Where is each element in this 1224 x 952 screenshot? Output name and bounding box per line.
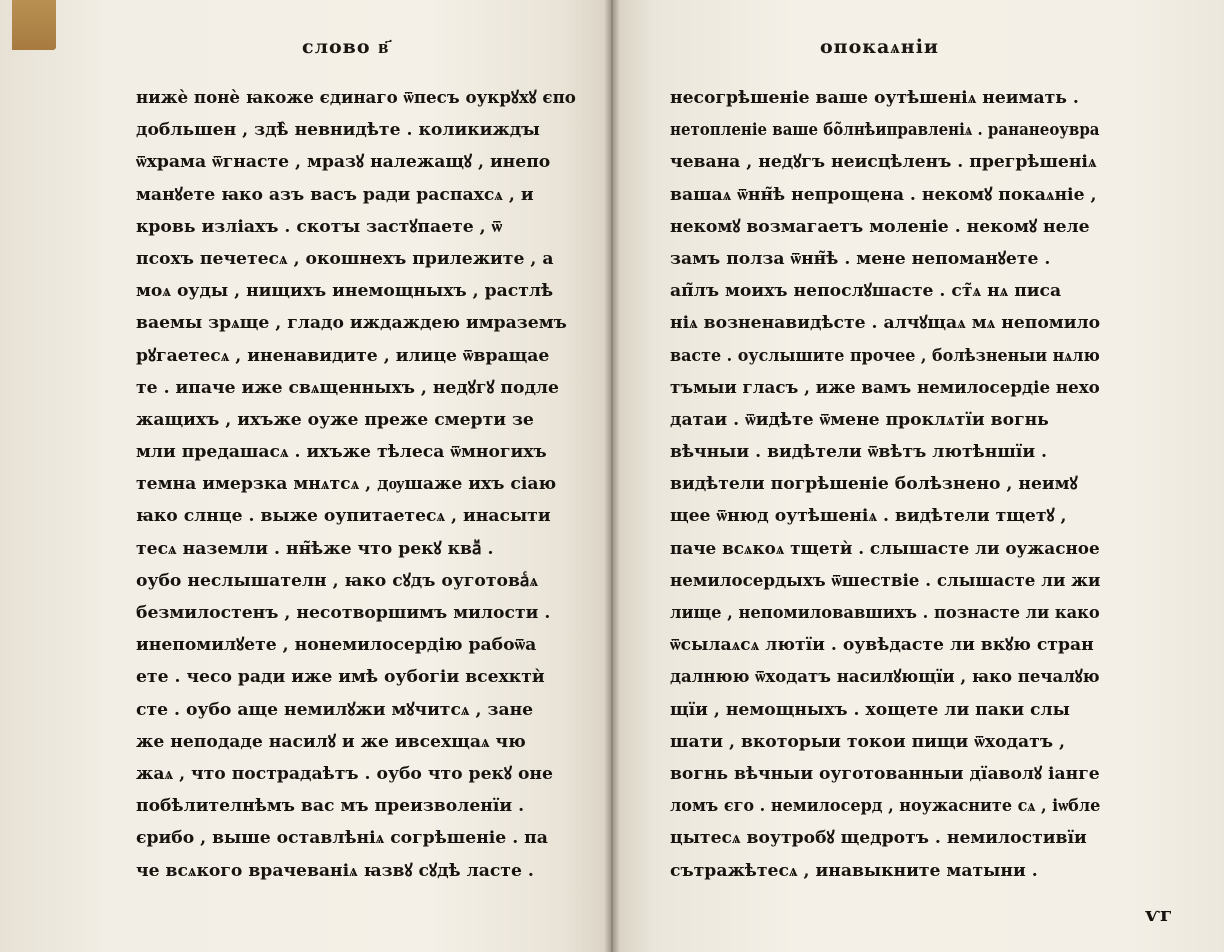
text-line: тесѧ наземли . нн̃ѣже что рекꙋ кваⷨ .: [136, 538, 494, 559]
text-line: ап̃лъ моихъ непослꙋшасте . ст̃ѧ нѧ писа: [670, 281, 1062, 302]
right-running-head: опокаѧніи: [820, 36, 940, 58]
text-line: немилосердыхъ ѿшествіе . слышасте ли жи: [670, 570, 1101, 591]
text-line: вѣчныи . видѣтели ѿвѣтъ лютѣншїи .: [670, 442, 1048, 463]
text-line: те . ипаче иже свѧщенныхъ , недꙋгꙋ подле: [136, 377, 559, 398]
left-running-head: слово в҃: [302, 36, 390, 58]
text-line: моѧ оуды , нищихъ инемощныхъ , растлѣ: [136, 281, 554, 302]
text-line: ломъ єго . немилосерд , ноужасните сѧ , іѡбле: [670, 796, 1101, 817]
text-line: побѣлителнѣмъ вас мъ преизволенїи .: [136, 796, 525, 817]
text-line: далнюю ѿходатъ насилꙋющїи , ꙗко печалꙋю: [670, 667, 1100, 688]
text-line: некомꙋ возмагаетъ моленіе . некомꙋ неле: [670, 216, 1090, 237]
text-line: вашаѧ ѿнн̃ѣ непрощена . некомꙋ покаѧніе ,: [670, 184, 1097, 205]
text-line: че всѧкого врачеваніѧ ꙗзвꙋ сꙋдѣ ласте .: [136, 860, 534, 881]
text-line: жаѧ , что пострадаѣтъ . оубо что рекꙋ оне: [136, 763, 553, 784]
text-line: ніѧ возненавидѣсте . алчꙋщаѧ мѧ непомило: [670, 313, 1101, 334]
text-line: безмилостенъ , несотворшимъ милости .: [136, 603, 551, 623]
text-line: манꙋете ꙗко азъ васъ ради распахсѧ , и: [136, 184, 534, 205]
text-line: сте . оубо аще немилꙋжи мꙋчитсѧ , зане: [136, 699, 534, 720]
text-line: темна имерзка мнѧтсѧ , дѹшаже ихъ сіаю: [136, 474, 557, 495]
text-line: тъмыи гласъ , иже вамъ немилосердіе нехо: [670, 377, 1100, 398]
text-line: вогнь вѣчныи оуготованныи дїаволꙋ іанге: [670, 763, 1100, 784]
text-line: щее ѿнюд оутѣшеніѧ . видѣтели тщетꙋ ,: [670, 506, 1067, 527]
text-line: ете . чесо ради иже имѣ оубогіи всехктѝ: [136, 667, 545, 688]
text-line: ваемы зрѧще , гладо иждаждею имраземъ: [136, 313, 567, 334]
text-line: инепомилꙋете , нонемилосердію рабоѿа: [136, 635, 537, 656]
text-line: паче всѧкоѧ тщетѝ . слышасте ли оужасное: [670, 538, 1100, 559]
text-line: добльшен , здѣ̀ невнидѣте . коликиждꙑ: [136, 120, 540, 141]
text-line: нетопленіе ваше бо̃лнѣиправленіѧ . рананеоувра: [670, 120, 1100, 141]
text-line: шати , вкоторыи токои пищи ѿходатъ ,: [670, 731, 1065, 752]
text-line: видѣтели погрѣшеніе болѣзнено , неимꙋ: [670, 474, 1078, 495]
text-line: ѿхрама ѿгнасте , мразꙋ належащꙋ , инепо: [136, 152, 551, 173]
text-line: нижѐ понѐ ꙗкоже єдинаго ѿпесъ оукрꙋхꙋ єпо: [136, 88, 576, 108]
text-line: датаи . ѿидѣте ѿмене проклѧтїи вогнь: [670, 409, 1049, 430]
text-line: замъ полза ѿнн̃ѣ . мене непоманꙋете .: [670, 248, 1051, 269]
text-line: ѿсылаѧсѧ лютїи . оувѣдасте ли вкꙋю стран: [670, 635, 1094, 656]
text-line: оубо неслышателн , ꙗко сꙋдъ оуготоваⷭѧ: [136, 570, 539, 591]
right-text-block: [670, 82, 1100, 887]
text-line: рꙋгаетесѧ , иненавидите , илице ѿвращае: [136, 345, 550, 366]
book-gutter: [604, 0, 620, 952]
text-line: жащихъ , ихъже оуже преже смерти зе: [136, 409, 534, 430]
text-line: цытесѧ воутробꙋ щедротъ . немилостивїи: [670, 828, 1087, 849]
text-line: лище , непомиловавшихъ . познасте ли како: [670, 603, 1100, 623]
text-line: ꙗко слнце . выже оупитаетесѧ , инасыти: [136, 506, 551, 527]
text-line: чевана , недꙋгъ неисцѣленъ . прегрѣшеніѧ: [670, 152, 1097, 173]
bookmark-tab: [12, 0, 56, 50]
text-line: же неподаде насилꙋ и же ивсехщаѧ чю: [136, 731, 526, 752]
text-line: псохъ печетесѧ , окошнехъ прилежите , а: [136, 248, 554, 269]
text-line: кровь изліахъ . скотꙑ застꙋпаете , ѿ: [136, 216, 503, 237]
text-line: несогрѣшеніе ваше оутѣшеніѧ неимать .: [670, 88, 1079, 108]
text-line: мли предашасѧ . ихъже тѣлеса ѿмногихъ: [136, 442, 547, 463]
text-line: єрибо , выше оставлѣніѧ согрѣшеніе . па: [136, 828, 548, 849]
left-text-block: [136, 82, 576, 887]
text-line: сътражѣтесѧ , инавыкните матыни .: [670, 860, 1038, 881]
text-line: васте . оуслышите прочее , болѣзненыи нѧлю: [670, 345, 1100, 366]
folio-number: ѵг: [1145, 902, 1173, 926]
text-line: щїи , немощныхъ . хощете ли паки слы: [670, 699, 1070, 720]
